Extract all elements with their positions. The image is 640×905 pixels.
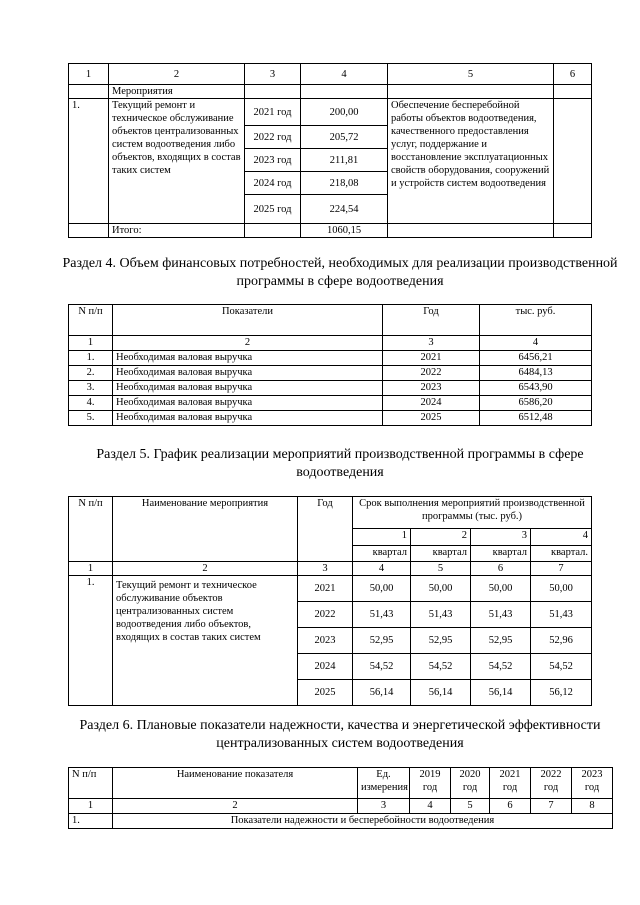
- q-value: 52,95: [411, 628, 471, 654]
- section-4-title: Раздел 4. Объем финансовых потребностей, необходимых для реализации производственной программы в сфере водоотведения: [62, 256, 618, 289]
- row-n: 4.: [69, 396, 113, 411]
- total-label: Итого:: [109, 224, 245, 238]
- q-value: 52,96: [531, 628, 592, 654]
- table-row: [69, 396, 592, 411]
- header-unit: Ед. измерения: [358, 768, 410, 799]
- q-value: 51,43: [353, 602, 411, 628]
- year-cell: 2021 год: [245, 99, 301, 126]
- col-number: 7: [531, 799, 572, 814]
- year-cell: 2025 год: [245, 195, 301, 224]
- col-number: 3: [383, 336, 480, 351]
- q-value: 51,43: [411, 602, 471, 628]
- header-col-2: 2: [109, 64, 245, 85]
- q-value: 54,52: [411, 654, 471, 680]
- row-value: 6456,21: [480, 351, 592, 366]
- table-row: [69, 366, 592, 381]
- col-number: 3: [298, 562, 353, 576]
- row-year: 2024: [298, 654, 353, 680]
- q-value: 56,14: [353, 680, 411, 706]
- header-q2: 2: [411, 529, 471, 546]
- total-value: 1060,15: [301, 224, 388, 238]
- header-indicator-name: Наименование показателя: [113, 768, 358, 799]
- row-year: 2025: [383, 411, 480, 426]
- year-cell: 2024 год: [245, 172, 301, 195]
- row-value: 6484,13: [480, 366, 592, 381]
- row-name: Необходимая валовая выручка: [113, 351, 383, 366]
- table-row: [69, 411, 592, 426]
- col-number: 1: [69, 562, 113, 576]
- row-name: Необходимая валовая выручка: [113, 366, 383, 381]
- q-value: 56,14: [471, 680, 531, 706]
- row-year: 2022: [383, 366, 480, 381]
- header-n: N п/п: [69, 305, 113, 336]
- section-6-title: Раздел 6. Плановые показатели надежности, качества и энергетической эффективности централизованных систем водоотведения: [79, 718, 601, 751]
- row-n: 3.: [69, 381, 113, 396]
- activity-name: Текущий ремонт и техническое обслуживание объектов централизованных систем водоотведения либо объектов, входящих в состав таких систем: [109, 99, 245, 224]
- q-value: 51,43: [471, 602, 531, 628]
- reliability-row-text: Показатели надежности и бесперебойности водоотведения: [113, 814, 613, 829]
- header-activity: Наименование мероприятия: [113, 497, 298, 562]
- activity-name: Текущий ремонт и техническое обслуживание объектов централизованных систем водоотведения либо объектов, входящих в состав таких систем: [113, 576, 298, 706]
- header-q1: 1: [353, 529, 411, 546]
- header-2020: 2020 год: [451, 768, 490, 799]
- col-number: 3: [358, 799, 410, 814]
- row-number: 1.: [69, 576, 113, 706]
- financial-needs-table: [68, 304, 592, 426]
- row-value: 6512,48: [480, 411, 592, 426]
- q-value: 54,52: [471, 654, 531, 680]
- col-number: 2: [113, 562, 298, 576]
- row-year: 2024: [383, 396, 480, 411]
- activities-table: [68, 63, 592, 238]
- row-name: Необходимая валовая выручка: [113, 411, 383, 426]
- row-year: 2021: [383, 351, 480, 366]
- header-indicator: Показатели: [113, 305, 383, 336]
- row-year: 2023: [383, 381, 480, 396]
- header-2023: 2023 год: [572, 768, 613, 799]
- row-name: Необходимая валовая выручка: [113, 381, 383, 396]
- header-col-3: 3: [245, 64, 301, 85]
- amount-cell: 205,72: [301, 126, 388, 149]
- section-label: Мероприятия: [109, 85, 245, 99]
- reliability-table: [68, 767, 613, 829]
- col-number: 5: [411, 562, 471, 576]
- q-value: 52,95: [471, 628, 531, 654]
- row-year: 2023: [298, 628, 353, 654]
- q-value: 50,00: [531, 576, 592, 602]
- schedule-table: N п/п Наименование мероприятия Год Срок выполнения мероприятий производственной программы (тыс. руб.) 1 2 3 4 квартал квартал квартал квартал. 1 2 3 4 5 6 7 1. Текущий ремонт и техническое обслуживание объектов централизованных систем водоотведения либо объектов, входящих в состав таких систем 2021 50,00 50,00 50,00 50,00 2022 51,43 51,43 51,43 51,43 2023 52,95 52,95 52,95 52,96 2024 54,52 54,52 54,52 54,52 2025 56,14 56,14 56,14 56,12: [68, 496, 592, 706]
- header-col-6: 6: [554, 64, 592, 85]
- row-year: 2025: [298, 680, 353, 706]
- col-number: 1: [69, 799, 113, 814]
- header-thousand-rub: тыс. руб.: [480, 305, 592, 336]
- year-cell: 2022 год: [245, 126, 301, 149]
- row-name: Необходимая валовая выручка: [113, 396, 383, 411]
- header-q3: 3: [471, 529, 531, 546]
- row-number: 1.: [69, 99, 109, 224]
- table-row: [69, 351, 592, 366]
- amount-cell: 224,54: [301, 195, 388, 224]
- col-number: 2: [113, 799, 358, 814]
- q-value: 56,12: [531, 680, 592, 706]
- header-n: N п/п: [69, 497, 113, 562]
- col-number: 5: [451, 799, 490, 814]
- col-number: 7: [531, 562, 592, 576]
- q-value: 56,14: [411, 680, 471, 706]
- header-col-1: 1: [69, 64, 109, 85]
- col-number: 1: [69, 336, 113, 351]
- header-col-5: 5: [388, 64, 554, 85]
- header-q4: 4: [531, 529, 592, 546]
- header-year: Год: [383, 305, 480, 336]
- row-number: 1.: [69, 814, 113, 829]
- row-value: 6586,20: [480, 396, 592, 411]
- q-value: 54,52: [353, 654, 411, 680]
- row-n: 5.: [69, 411, 113, 426]
- header-2022: 2022 год: [531, 768, 572, 799]
- col-number: 4: [410, 799, 451, 814]
- row-n: 1.: [69, 351, 113, 366]
- amount-cell: 218,08: [301, 172, 388, 195]
- row-year: 2022: [298, 602, 353, 628]
- section-5-title: Раздел 5. График реализации мероприятий производственной программы в сфере водоотведения: [96, 447, 584, 480]
- q-value: 50,00: [411, 576, 471, 602]
- col-number: 8: [572, 799, 613, 814]
- header-year: Год: [298, 497, 353, 562]
- header-period: Срок выполнения мероприятий производственной программы (тыс. руб.): [353, 497, 592, 529]
- amount-cell: 200,00: [301, 99, 388, 126]
- q-value: 50,00: [353, 576, 411, 602]
- header-2019: 2019 год: [410, 768, 451, 799]
- table-row: [69, 381, 592, 396]
- header-col-4: 4: [301, 64, 388, 85]
- year-cell: 2023 год: [245, 149, 301, 172]
- header-n: N п/п: [69, 768, 113, 799]
- activity-purpose: Обеспечение бесперебойной работы объектов водоотведения, качественного предоставления услуг, поддержание и восстановление эксплуатационных свойств оборудования, сооружений и устройств систем водоотведения: [388, 99, 554, 224]
- row-value: 6543,90: [480, 381, 592, 396]
- col-number: 4: [480, 336, 592, 351]
- row-n: 2.: [69, 366, 113, 381]
- col-number: 2: [113, 336, 383, 351]
- row-year: 2021: [298, 576, 353, 602]
- q-value: 51,43: [531, 602, 592, 628]
- col-number: 6: [490, 799, 531, 814]
- col-number: 6: [471, 562, 531, 576]
- col-number: 4: [353, 562, 411, 576]
- q-value: 52,95: [353, 628, 411, 654]
- q-value: 50,00: [471, 576, 531, 602]
- header-2021: 2021 год: [490, 768, 531, 799]
- amount-cell: 211,81: [301, 149, 388, 172]
- q-value: 54,52: [531, 654, 592, 680]
